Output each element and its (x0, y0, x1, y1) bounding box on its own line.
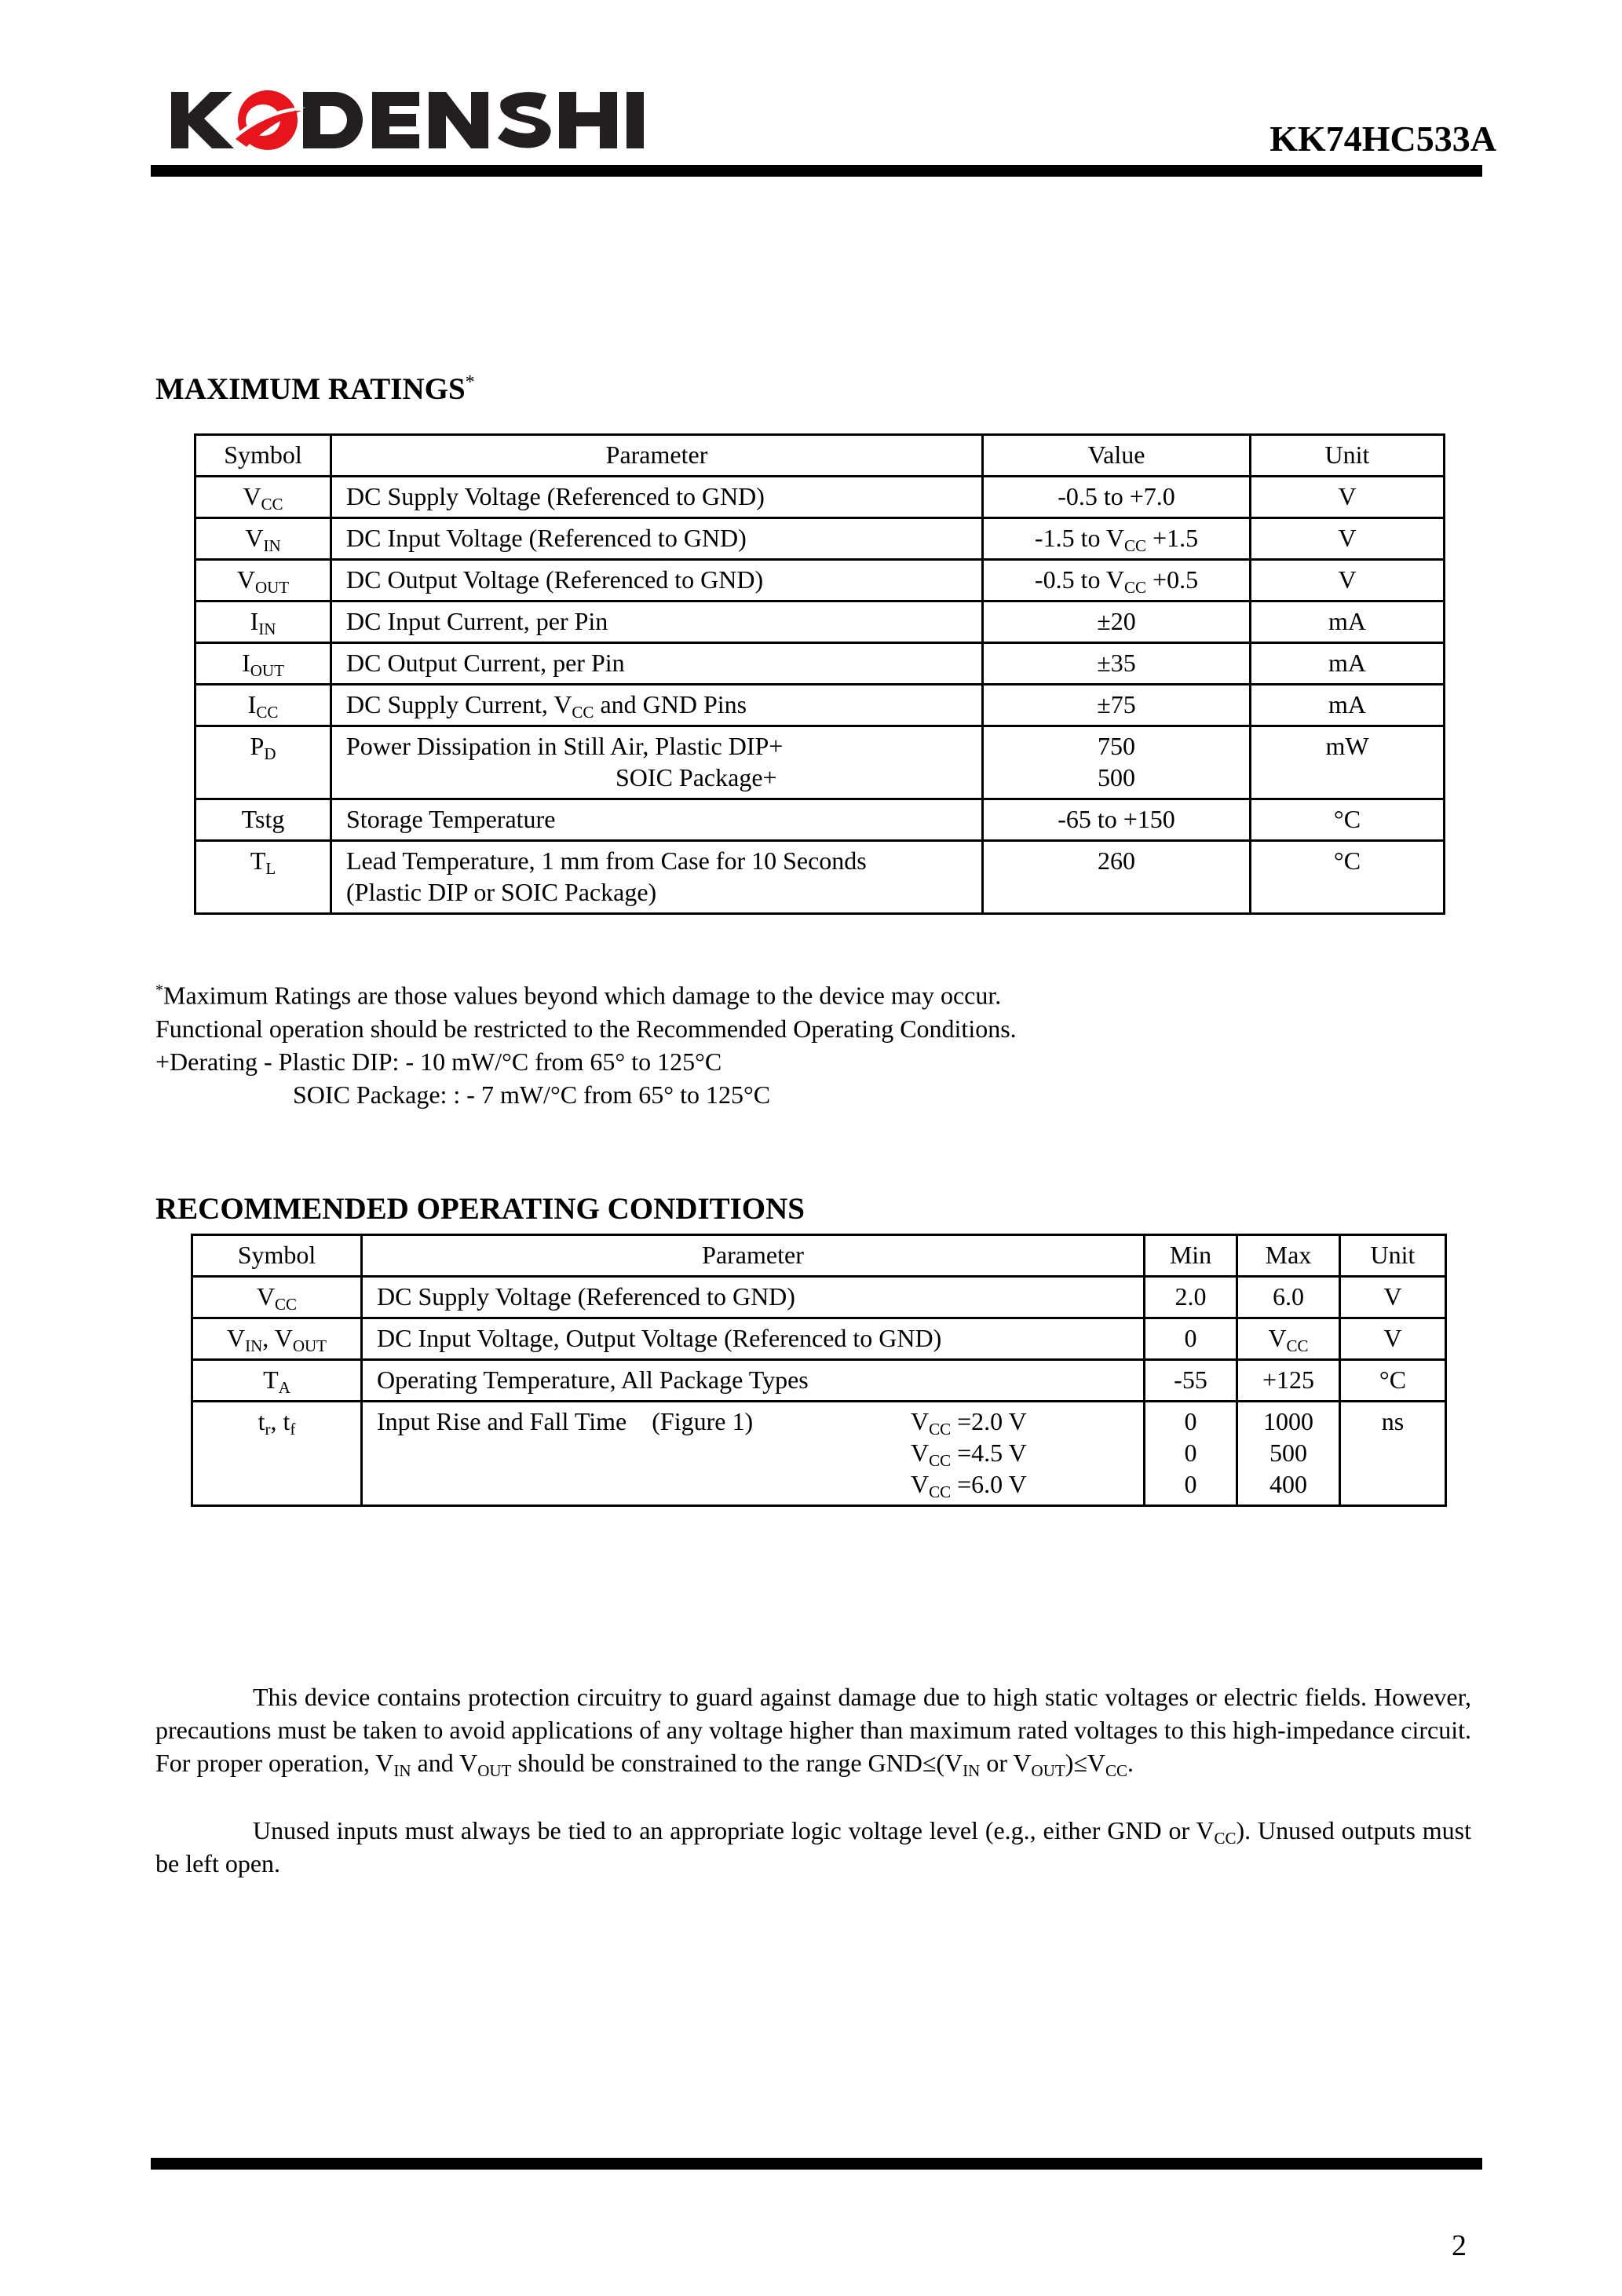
page-number: 2 (1452, 2229, 1467, 2262)
symbol-cell: $V_{IN}$ (195, 518, 331, 560)
table-row (195, 518, 1445, 560)
parameter-cell: DC Supply Voltage (Referenced to GND) (331, 477, 983, 518)
unit-cell: ns (1340, 1402, 1446, 1506)
min-cell: 2.0 (1145, 1277, 1237, 1318)
unit-cell: mA (1251, 685, 1445, 726)
parameter-cell: Input Rise and Fall Time (Figure 1) $V_{CC} =2.0$ V $V_{CC} =4.5$ V $V_{CC} =6.0$ V (362, 1402, 1145, 1506)
value-cell: 260 (983, 841, 1251, 914)
table-row (192, 1277, 1446, 1318)
footer-rule (151, 2158, 1482, 2170)
condition-line: $V_{CC} =4.5$ V (911, 1439, 1027, 1470)
value-cell: -0.5 to +7.0 (983, 477, 1251, 518)
unit-cell: °C (1340, 1360, 1446, 1402)
symbol-cell: $T_L$ (195, 841, 331, 914)
col-header-parameter: Parameter (362, 1235, 1145, 1277)
table-row (195, 477, 1445, 518)
unit-cell: V (1251, 477, 1445, 518)
parameter-cell: DC Output Current, per Pin (331, 643, 983, 685)
table-row (195, 841, 1445, 914)
unused-inputs-paragraph: Unused inputs must always be tied to an appropriate logic voltage level (e.g., either GND or $V_{CC}$). Unused outputs must be left open. (155, 1816, 1472, 1877)
value-cell: 750 500 (983, 726, 1251, 799)
max-cell: $V_{CC}$ (1237, 1318, 1340, 1360)
table-row (195, 799, 1445, 841)
parameter-cell: Storage Temperature (331, 799, 983, 841)
symbol-cell: $I_{IN}$ (195, 601, 331, 643)
min-cell: -55 (1145, 1360, 1237, 1402)
unit-cell: V (1251, 560, 1445, 601)
unit-cell: mW (1251, 726, 1445, 799)
roc-table (191, 1234, 1447, 1507)
unit-cell: V (1340, 1277, 1446, 1318)
roc-title: RECOMMENDED OPERATING CONDITIONS (155, 1192, 805, 1226)
header-rule (151, 165, 1482, 177)
symbol-cell: $V_{CC}$ (192, 1277, 362, 1318)
symbol-cell: $V_{OUT}$ (195, 560, 331, 601)
condition-line: $V_{CC} =6.0$ V (911, 1470, 1027, 1501)
max-cell: 1000 500 400 (1237, 1402, 1340, 1506)
value-cell: ±35 (983, 643, 1251, 685)
parameter-cell: DC Supply Current, $V_{CC}$ and GND Pins (331, 685, 983, 726)
col-header-max: Max (1237, 1235, 1340, 1277)
value-cell: ±75 (983, 685, 1251, 726)
unit-cell: V (1251, 518, 1445, 560)
symbol-cell: $T_A$ (192, 1360, 362, 1402)
table-row (195, 726, 1445, 799)
parameter-cell: Power Dissipation in Still Air, Plastic DIP+ SOIC Package+ (331, 726, 983, 799)
table-row (195, 643, 1445, 685)
note-line: SOIC Package: : - 7 mW/°C from 65° to 125°C (293, 1080, 771, 1109)
note-line: *Maximum Ratings are those values beyond which damage to the device may occur. (155, 981, 1002, 1010)
parameter-cell: DC Input Voltage (Referenced to GND) (331, 518, 983, 560)
parameter-cell: Lead Temperature, 1 mm from Case for 10 Seconds (Plastic DIP or SOIC Package) (331, 841, 983, 914)
table-row (195, 601, 1445, 643)
unit-cell: mA (1251, 601, 1445, 643)
part-number: KK74HC533A (1269, 119, 1496, 159)
max-cell: +125 (1237, 1360, 1340, 1402)
table-header-row (195, 435, 1445, 477)
table-row (192, 1402, 1446, 1506)
col-header-symbol: Symbol (195, 435, 331, 477)
min-cell: 0 (1145, 1318, 1237, 1360)
unit-cell: V (1340, 1318, 1446, 1360)
parameter-cell: Operating Temperature, All Package Types (362, 1360, 1145, 1402)
value-cell: -1.5 to $V_{CC} +1.5$ (983, 518, 1251, 560)
col-header-parameter: Parameter (331, 435, 983, 477)
symbol-cell: $V_{CC}$ (195, 477, 331, 518)
parameter-cell: DC Input Current, per Pin (331, 601, 983, 643)
symbol-cell: $I_{CC}$ (195, 685, 331, 726)
table-row (192, 1318, 1446, 1360)
parameter-cell: DC Output Voltage (Referenced to GND) (331, 560, 983, 601)
value-cell: -65 to +150 (983, 799, 1251, 841)
value-cell: -0.5 to $V_{CC} +0.5$ (983, 560, 1251, 601)
table-row (195, 685, 1445, 726)
symbol-cell: $V_{IN}$, $V_{OUT}$ (192, 1318, 362, 1360)
min-cell: 0 0 0 (1145, 1402, 1237, 1506)
col-header-symbol: Symbol (192, 1235, 362, 1277)
note-line: +Derating - Plastic DIP: - 10 mW/°C from 65° to 125°C (155, 1047, 722, 1076)
col-header-min: Min (1145, 1235, 1237, 1277)
col-header-value: Value (983, 435, 1251, 477)
symbol-cell: $I_{OUT}$ (195, 643, 331, 685)
value-cell: ±20 (983, 601, 1251, 643)
max-ratings-notes (155, 974, 1017, 1111)
symbol-cell: Tstg (195, 799, 331, 841)
table-row (192, 1360, 1446, 1402)
max-cell: 6.0 (1237, 1277, 1340, 1318)
max-ratings-table (194, 433, 1445, 915)
unit-cell: °C (1251, 799, 1445, 841)
col-header-unit: Unit (1251, 435, 1445, 477)
unit-cell: °C (1251, 841, 1445, 914)
table-row (195, 560, 1445, 601)
col-header-unit: Unit (1340, 1235, 1446, 1277)
symbol-cell: $t_r$, $t_f$ (192, 1402, 362, 1506)
max-ratings-title: MAXIMUM RATINGS* (155, 372, 475, 406)
protection-paragraph: This device contains protection circuitry to guard against damage due to high static voltages or electric fields. However, precautions must be taken to avoid applications of any voltage higher than maximum rated voltages to this high-impedance circuit. For proper operation, $V_{IN}$ and $V_{OUT}$ should be constrained to the range $GND\le(V_{IN}$ or $V_{OUT})\le V_{CC}$. (155, 1683, 1471, 1780)
table-header-row (192, 1235, 1446, 1277)
unit-cell: mA (1251, 643, 1445, 685)
kodenshi-logo (171, 82, 650, 157)
parameter-cell: DC Supply Voltage (Referenced to GND) (362, 1277, 1145, 1318)
symbol-cell: $P_D$ (195, 726, 331, 799)
parameter-cell: DC Input Voltage, Output Voltage (Referenced to GND) (362, 1318, 1145, 1360)
condition-line: $V_{CC} =2.0$ V (911, 1407, 1027, 1439)
note-line: Functional operation should be restricted to the Recommended Operating Conditions. (155, 1014, 1017, 1043)
